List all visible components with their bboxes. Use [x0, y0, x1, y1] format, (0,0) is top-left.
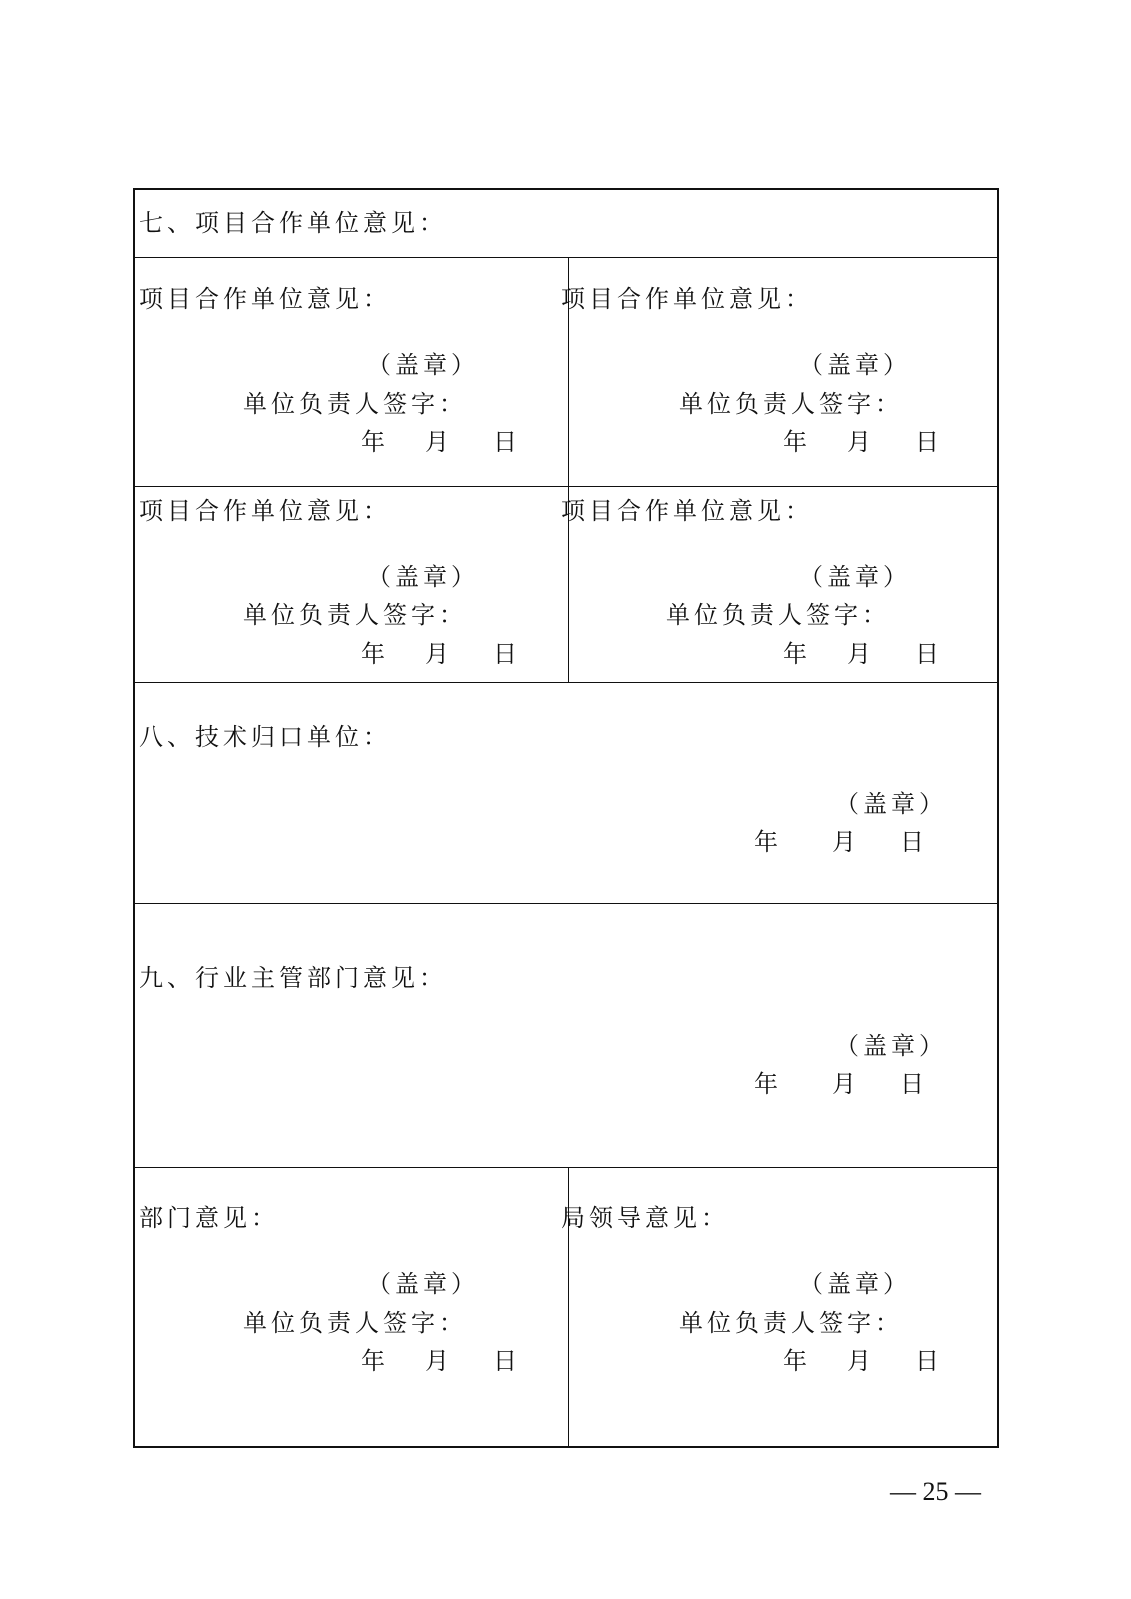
seal-label: （盖章）: [799, 351, 911, 379]
year-label: 年: [783, 1347, 807, 1375]
year-label: 年: [361, 640, 385, 668]
signature-label: 单位负责人签字：: [679, 390, 903, 418]
signature-label: 单位负责人签字：: [243, 601, 467, 629]
section9-heading: 九、行业主管部门意见：: [139, 964, 447, 992]
year-label: 年: [361, 428, 385, 456]
month-label: 月: [847, 1347, 871, 1375]
row-divider: [135, 682, 997, 683]
row-divider: [135, 903, 997, 904]
day-label: 日: [915, 640, 939, 668]
year-label: 年: [783, 640, 807, 668]
day-label: 日: [493, 1347, 517, 1375]
year-label: 年: [754, 828, 778, 856]
cell-opinion-label: 项目合作单位意见：: [139, 285, 391, 313]
page-number: — 25 —: [890, 1477, 981, 1506]
seal-label: （盖章）: [835, 790, 947, 818]
signature-label: 单位负责人签字：: [679, 1309, 903, 1337]
seal-label: （盖章）: [367, 563, 479, 591]
seal-label: （盖章）: [835, 1032, 947, 1060]
month-label: 月: [425, 1347, 449, 1375]
signature-label: 单位负责人签字：: [243, 1309, 467, 1337]
cell-opinion-label: 项目合作单位意见：: [561, 285, 813, 313]
month-label: 月: [832, 828, 856, 856]
section8-heading: 八、技术归口单位：: [139, 723, 391, 751]
day-label: 日: [493, 640, 517, 668]
column-divider: [568, 257, 569, 682]
seal-label: （盖章）: [367, 351, 479, 379]
day-label: 日: [900, 828, 924, 856]
day-label: 日: [915, 1347, 939, 1375]
month-label: 月: [425, 428, 449, 456]
month-label: 月: [832, 1070, 856, 1098]
seal-label: （盖章）: [799, 563, 911, 591]
approval-form-table: [133, 188, 999, 1448]
day-label: 日: [915, 428, 939, 456]
month-label: 月: [847, 640, 871, 668]
year-label: 年: [361, 1347, 385, 1375]
cell-opinion-label: 项目合作单位意见：: [139, 497, 391, 525]
signature-label: 单位负责人签字：: [666, 601, 890, 629]
seal-label: （盖章）: [367, 1270, 479, 1298]
day-label: 日: [493, 428, 517, 456]
bureau-leader-opinion-label: 局领导意见：: [561, 1204, 729, 1232]
cell-opinion-label: 项目合作单位意见：: [561, 497, 813, 525]
section7-heading: 七、项目合作单位意见：: [139, 209, 447, 237]
year-label: 年: [754, 1070, 778, 1098]
row-divider: [135, 257, 997, 258]
year-label: 年: [783, 428, 807, 456]
month-label: 月: [425, 640, 449, 668]
row-divider: [135, 486, 997, 487]
row-divider: [135, 1167, 997, 1168]
signature-label: 单位负责人签字：: [243, 390, 467, 418]
seal-label: （盖章）: [799, 1270, 911, 1298]
day-label: 日: [900, 1070, 924, 1098]
month-label: 月: [847, 428, 871, 456]
department-opinion-label: 部门意见：: [139, 1204, 279, 1232]
